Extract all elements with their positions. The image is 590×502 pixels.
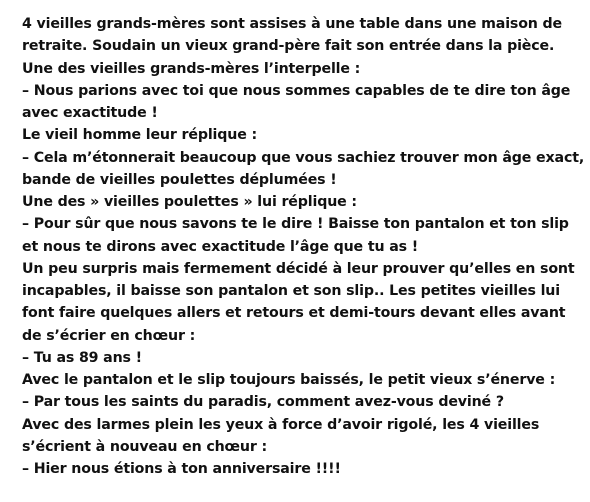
text-line: – Nous parions avec toi que nous sommes capables de te dire ton âge [22,82,571,99]
text-line: incapables, il baisse son pantalon et son slip.. Les petites vieilles lui [22,283,560,299]
text-line: retraite. Soudain un vieux grand-père fait son entrée dans la pièce. [22,38,555,55]
text-line: Un peu surpris mais fermement décidé à leur prouver qu’elles en sont [22,260,575,277]
text-line: et nous te dirons avec exactitude l’âge que tu as ! [22,238,419,255]
text-line: – Tu as 89 ans ! [22,349,142,366]
text-line: – Pour sûr que nous savons te le dire ! Baisse ton pantalon et ton slip [22,216,569,233]
joke-text-document [22,13,584,480]
text-line: – Hier nous étions à ton anniversaire !!!! [22,461,341,477]
text-line: avec exactitude ! [22,105,158,121]
text-line: – Cela m’étonnerait beaucoup que vous sachiez trouver mon âge exact, [22,149,585,166]
text-line: Une des » vieilles poulettes » lui réplique : [22,194,357,210]
text-line: Une des vieilles grands-mères l’interpelle : [22,60,361,77]
text-line: de s’écrier en chœur : [22,327,196,344]
text-line: Le vieil homme leur réplique : [22,127,257,144]
text-line: Avec le pantalon et le slip toujours baissés, le petit vieux s’énerve : [22,372,556,388]
text-line: s’écrient à nouveau en chœur : [22,438,268,455]
text-line: font faire quelques allers et retours et demi-tours devant elles avant [22,305,566,322]
text-line: – Par tous les saints du paradis, comment avez-vous deviné ? [22,394,504,411]
text-line: 4 vieilles grands-mères sont assises à une table dans une maison de [22,16,563,32]
text-line: bande de vieilles poulettes déplumées ! [22,171,337,188]
text-line: Avec des larmes plein les yeux à force d’avoir rigolé, les 4 vieilles [22,416,540,433]
